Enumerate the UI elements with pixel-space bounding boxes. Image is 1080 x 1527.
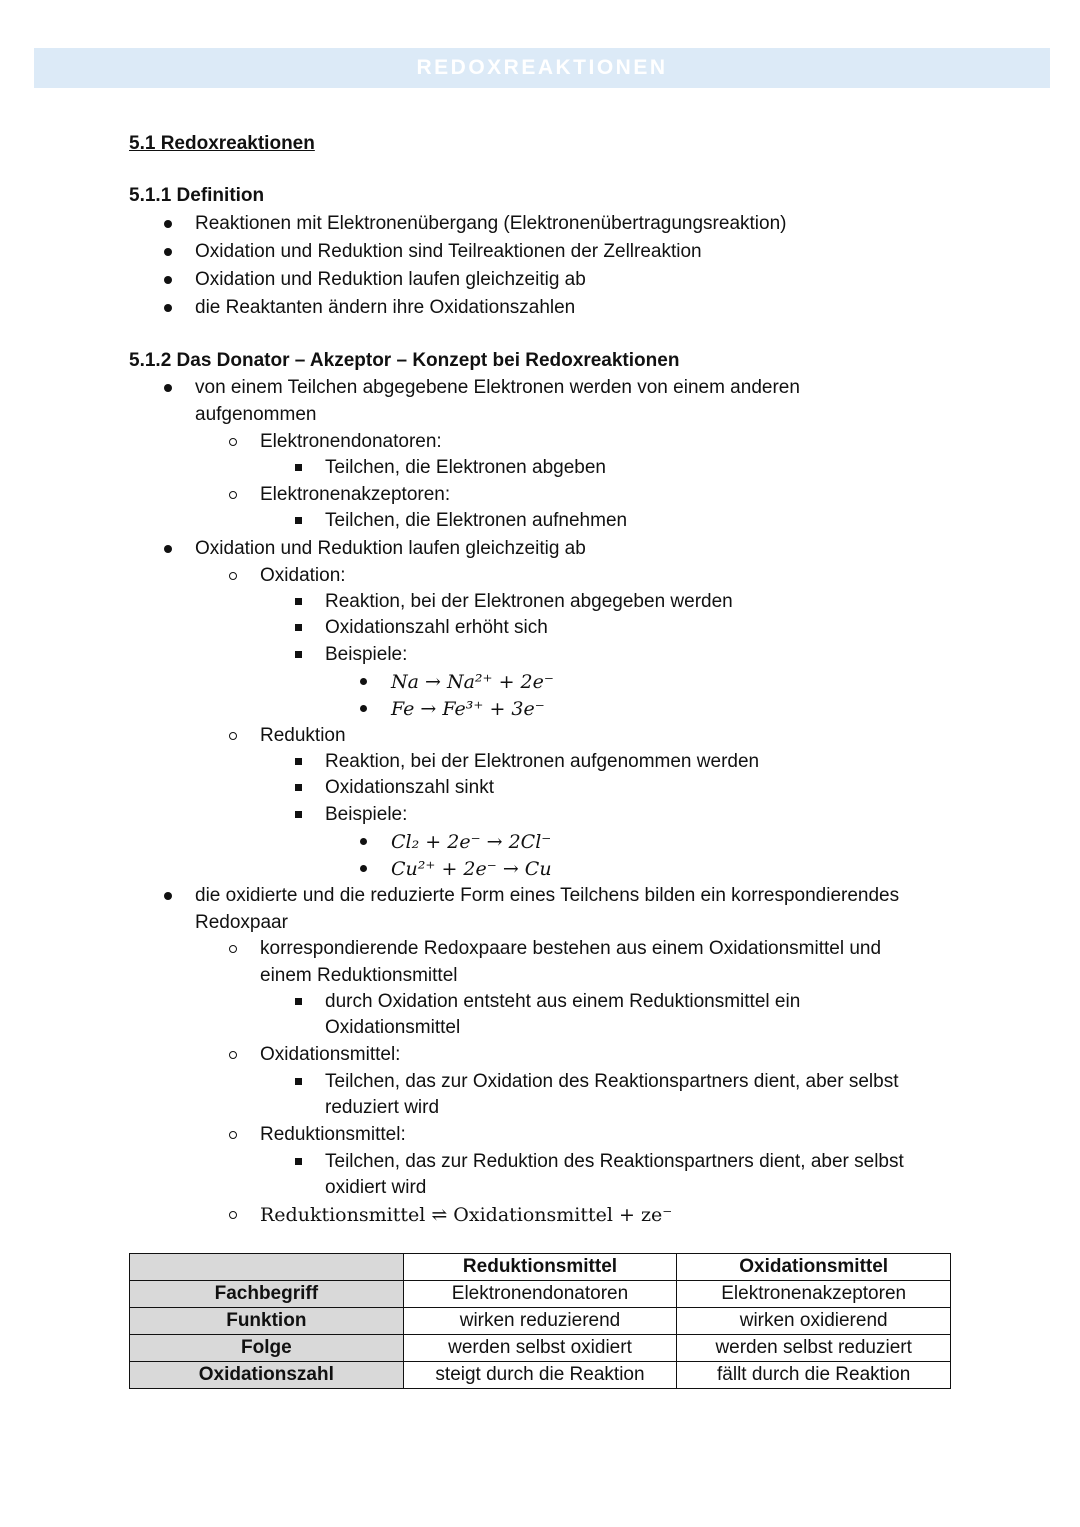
square-bullet-icon (295, 758, 302, 765)
square-bullet-icon (295, 517, 302, 524)
row-header: Funktion (130, 1308, 404, 1335)
bullet-icon (164, 892, 172, 900)
list-item-continuation: Redoxpaar (195, 912, 288, 933)
table-cell: Elektronenakzeptoren (677, 1281, 951, 1308)
table-cell: werden selbst oxidiert (403, 1335, 677, 1362)
reduction-example: Cu²⁺ + 2e⁻ → Cu (391, 858, 552, 880)
definition-item: Oxidation und Reduktion sind Teilreaktionen der Zellreaktion (195, 241, 702, 262)
section-title: 5.1 Redoxreaktionen (129, 133, 315, 154)
sub-item: Reduktion (260, 725, 346, 746)
sub-sub-item: Beispiele: (325, 804, 408, 825)
bullet-icon (164, 545, 172, 553)
sub-sub-item: Reaktion, bei der Elektronen aufgenommen werden (325, 751, 760, 772)
column-header: Oxidationsmittel (677, 1254, 951, 1281)
oxidation-example: Fe → Fe³⁺ + 3e⁻ (391, 698, 545, 720)
square-bullet-icon (295, 464, 302, 471)
list-item: die oxidierte und die reduzierte Form eines Teilchens bilden ein korrespondierendes (195, 885, 900, 906)
sub-sub-item: durch Oxidation entsteht aus einem Reduktionsmittel ein (325, 991, 801, 1012)
column-header: Reduktionsmittel (403, 1254, 677, 1281)
sub-item: Oxidation: (260, 565, 346, 586)
sub-sub-item-continuation: Oxidationsmittel (325, 1017, 461, 1038)
sub-sub-item: Beispiele: (325, 644, 408, 665)
sub-sub-item: Teilchen, die Elektronen abgeben (325, 457, 606, 478)
table-row (130, 1362, 951, 1389)
table-cell: wirken oxidierend (677, 1308, 951, 1335)
definition-item: Reaktionen mit Elektronenübergang (Elektronenübertragungsreaktion) (195, 213, 787, 234)
sub-item: Oxidationsmittel: (260, 1044, 401, 1065)
bullet-icon (360, 705, 367, 712)
square-bullet-icon (295, 598, 302, 605)
table-header-row (130, 1254, 951, 1281)
table-row (130, 1281, 951, 1308)
list-item: von einem Teilchen abgegebene Elektronen werden von einem anderen (195, 377, 800, 398)
bullet-icon (164, 304, 172, 312)
table-cell: wirken reduzierend (403, 1308, 677, 1335)
circle-bullet-icon (229, 1051, 237, 1059)
table-cell: fällt durch die Reaktion (677, 1362, 951, 1389)
reduction-example: Cl₂ + 2e⁻ → 2Cl⁻ (391, 831, 552, 853)
sub-sub-item: Teilchen, das zur Oxidation des Reaktionspartners dient, aber selbst (325, 1071, 899, 1092)
circle-bullet-icon (229, 491, 237, 499)
bullet-icon (360, 865, 367, 872)
list-item-continuation: aufgenommen (195, 404, 317, 425)
donor-acceptor-heading: 5.1.2 Das Donator – Akzeptor – Konzept bei Redoxreaktionen (129, 350, 680, 371)
bullet-icon (164, 220, 172, 228)
square-bullet-icon (295, 998, 302, 1005)
circle-bullet-icon (229, 732, 237, 740)
sub-item-continuation: einem Reduktionsmittel (260, 965, 458, 986)
sub-sub-item: Oxidationszahl erhöht sich (325, 617, 548, 638)
sub-sub-item: Oxidationszahl sinkt (325, 777, 494, 798)
square-bullet-icon (295, 784, 302, 791)
definition-item: die Reaktanten ändern ihre Oxidationszahlen (195, 297, 576, 318)
square-bullet-icon (295, 624, 302, 631)
sub-sub-item: Teilchen, das zur Reduktion des Reaktionspartners dient, aber selbst (325, 1151, 904, 1172)
definition-item: Oxidation und Reduktion laufen gleichzeitig ab (195, 269, 586, 290)
row-header: Oxidationszahl (130, 1362, 404, 1389)
sub-sub-item: Teilchen, die Elektronen aufnehmen (325, 510, 628, 531)
square-bullet-icon (295, 1158, 302, 1165)
row-header: Fachbegriff (130, 1281, 404, 1308)
table-corner-cell (130, 1254, 404, 1281)
circle-bullet-icon (229, 945, 237, 953)
sub-sub-item: Reaktion, bei der Elektronen abgegeben werden (325, 591, 733, 612)
redox-equation: Reduktionsmittel ⇌ Oxidationsmittel + ze⁻ (260, 1204, 673, 1226)
definition-heading: 5.1.1 Definition (129, 185, 265, 206)
comparison-table (129, 1253, 951, 1389)
circle-bullet-icon (229, 1211, 237, 1219)
list-item: Oxidation und Reduktion laufen gleichzeitig ab (195, 538, 586, 559)
circle-bullet-icon (229, 1131, 237, 1139)
sub-item: Elektronenakzeptoren: (260, 484, 451, 505)
bullet-icon (360, 838, 367, 845)
square-bullet-icon (295, 651, 302, 658)
bullet-icon (164, 276, 172, 284)
sub-item: Elektronendonatoren: (260, 431, 442, 452)
table-cell: steigt durch die Reaktion (403, 1362, 677, 1389)
sub-item: Reduktionsmittel: (260, 1124, 406, 1145)
square-bullet-icon (295, 1078, 302, 1085)
table-row (130, 1308, 951, 1335)
sub-item: korrespondierende Redoxpaare bestehen aus einem Oxidationsmittel und (260, 938, 882, 959)
bullet-icon (360, 678, 367, 685)
table-cell: werden selbst reduziert (677, 1335, 951, 1362)
circle-bullet-icon (229, 572, 237, 580)
header-banner: REDOXREAKTIONEN (34, 48, 1050, 88)
bullet-icon (164, 384, 172, 392)
table-row (130, 1335, 951, 1362)
square-bullet-icon (295, 811, 302, 818)
circle-bullet-icon (229, 438, 237, 446)
bullet-icon (164, 248, 172, 256)
oxidation-example: Na → Na²⁺ + 2e⁻ (391, 671, 554, 693)
sub-sub-item-continuation: reduziert wird (325, 1097, 440, 1118)
table-cell: Elektronendonatoren (403, 1281, 677, 1308)
sub-sub-item-continuation: oxidiert wird (325, 1177, 427, 1198)
row-header: Folge (130, 1335, 404, 1362)
